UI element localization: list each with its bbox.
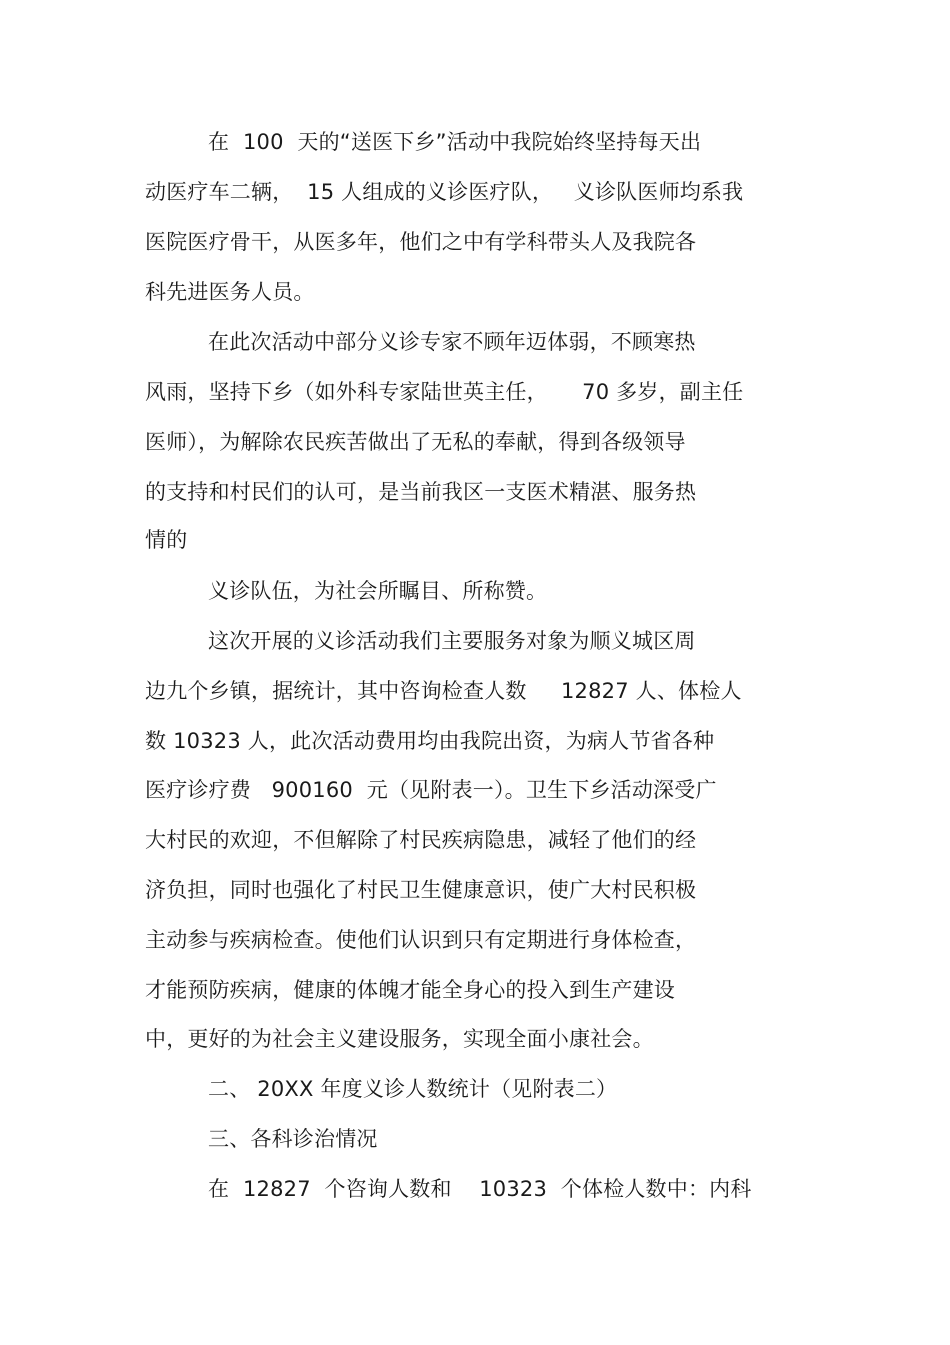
section-heading-2: 二、 20XX 年度义诊人数统计（见附表二） — [208, 1077, 618, 1101]
paragraph-2-line-1: 在此次活动中部分义诊专家不顾年迈体弱，不顾寒热 — [208, 330, 696, 354]
paragraph-4-line-7: 主动参与疾病检查。使他们认识到只有定期进行身体检查， — [145, 928, 697, 952]
paragraph-2-line-5: 情的 — [145, 528, 188, 552]
paragraph-4-line-8: 才能预防疾病，健康的体魄才能全身心的投入到生产建设 — [145, 978, 675, 1002]
paragraph-1-line-4: 科先进医务人员。 — [145, 280, 315, 304]
paragraph-1-line-1: 在 100 天的“送医下乡”活动中我院始终坚持每天出 — [208, 130, 702, 154]
paragraph-1-line-3: 医院医疗骨干，从医多年，他们之中有学科带头人及我院各 — [145, 230, 697, 254]
paragraph-4-line-3: 数 10323 人，此次活动费用均由我院出资，为病人节省各种 — [145, 729, 715, 753]
paragraph-1-line-2: 动医疗车二辆， 15 人组成的义诊医疗队， 义诊队医师均系我 — [145, 180, 744, 204]
paragraph-4-line-5: 大村民的欢迎，不但解除了村民疾病隐患，减轻了他们的经 — [145, 828, 697, 852]
paragraph-3-line-1: 义诊队伍，为社会所瞩目、所称赞。 — [208, 579, 548, 603]
paragraph-4-line-9: 中，更好的为社会主义建设服务，实现全面小康社会。 — [145, 1027, 654, 1051]
paragraph-4-line-2: 边九个乡镇，据统计，其中咨询检查人数 12827 人、体检人 — [145, 679, 742, 703]
section-heading-3: 三、各科诊治情况 — [208, 1127, 378, 1151]
paragraph-5-line-1: 在 12827 个咨询人数和 10323 个体检人数中：内科 — [208, 1177, 752, 1201]
paragraph-2-line-2: 风雨，坚持下乡（如外科专家陆世英主任， 70 多岁，副主任 — [145, 380, 744, 404]
paragraph-4-line-6: 济负担，同时也强化了村民卫生健康意识，使广大村民积极 — [145, 878, 697, 902]
paragraph-2-line-4: 的支持和村民们的认可，是当前我区一支医术精湛、服务热 — [145, 480, 697, 504]
paragraph-2-line-3: 医师），为解除农民疾苦做出了无私的奉献，得到各级领导 — [145, 430, 686, 454]
paragraph-4-line-4: 医疗诊疗费 900160 元（见附表一）。卫生下乡活动深受广 — [145, 778, 717, 802]
paragraph-4-line-1: 这次开展的义诊活动我们主要服务对象为顺义城区周 — [208, 629, 696, 653]
